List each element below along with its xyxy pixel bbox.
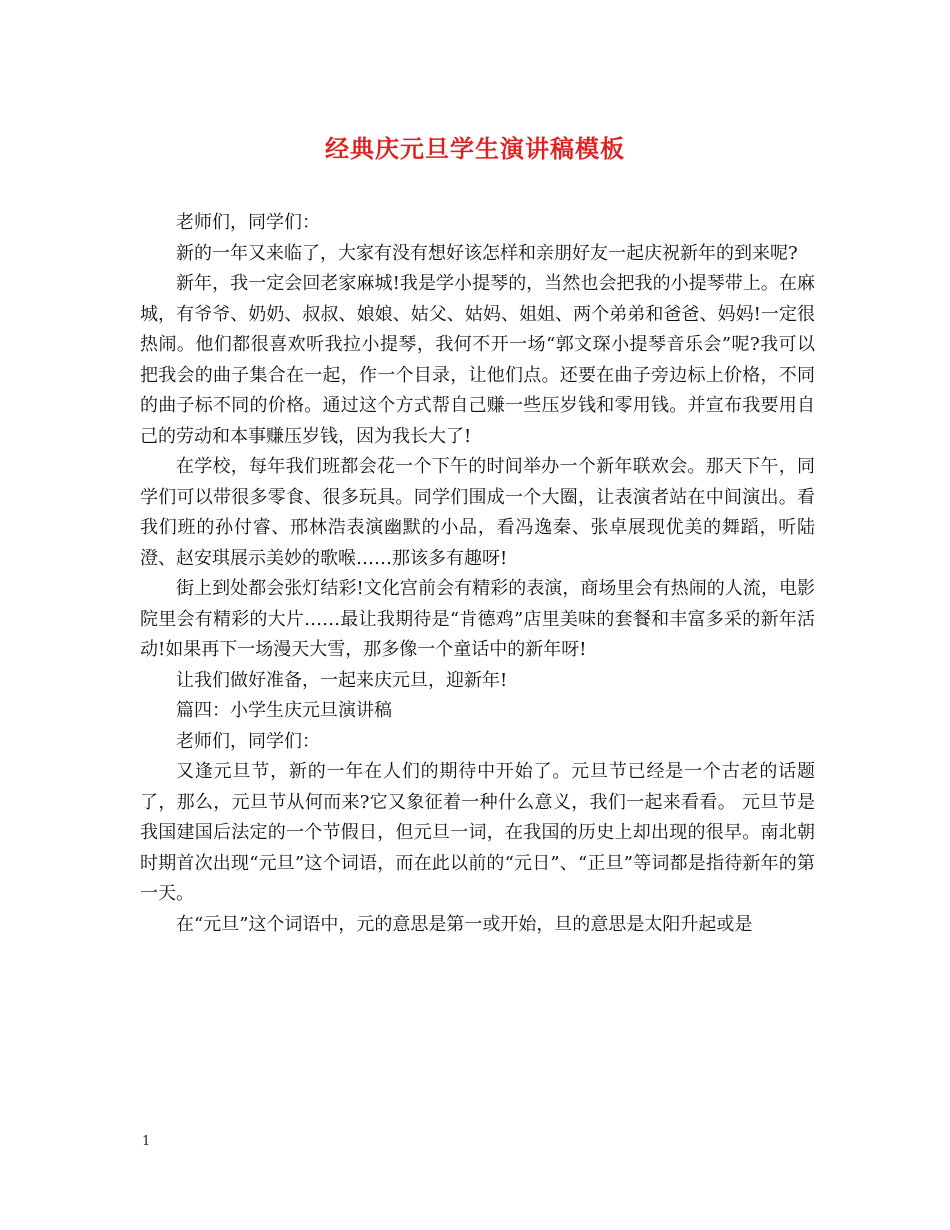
paragraph-greeting: 老师们，同学们： bbox=[176, 212, 320, 233]
paragraph-new-year-question: 新的一年又来临了，大家有没有想好该怎样和亲朋好友一起庆祝新年的到来呢? bbox=[176, 242, 798, 264]
paragraph-lets-prepare: 让我们做好准备，一起来庆元旦，迎新年! bbox=[176, 669, 508, 691]
page-number: 1 bbox=[142, 1134, 151, 1149]
paragraph-school-party: 在学校，每年我们班都会花一个下午的时间举办一个新年联欢会。那天下午，同学们可以带很多零食、很多玩具。同学们围成一个大圈，让表演者站在中间演出。看我们班的孙付睿、邢林浩表演幽默的小品，看冯逸秦、张卓展现优美的舞蹈，听陆澄、赵安琪展示美妙的歌喉……那该多有趣呀! bbox=[140, 456, 815, 569]
paragraph-yuandan-origin: 又逢元旦节，新的一年在人们的期待中开始了。元旦节已经是一个古老的话题了，那么，元旦节从何而来?它又象征着一种什么意义，我们一起来看看。 元旦节是我国建国后法定的一个节假日，但元旦一词，在我国的历史上却出现的很早。南北朝时期首次出现“元旦”这个词语，而在此以前的“元日”、“正旦”等词都是指待新年的第一天。 bbox=[140, 761, 815, 904]
paragraph-greeting-2: 老师们，同学们： bbox=[176, 730, 320, 752]
paragraph-street-festivities: 街上到处都会张灯结彩!文化宫前会有精彩的表演，商场里会有热闹的人流，电影院里会有精彩的大片……最让我期待是“肯德鸡”店里美味的套餐和丰富多采的新年活动!如果再下一场漫天大雪，那多像一个童话中的新年呀! bbox=[140, 578, 815, 660]
document-title: 经典庆元旦学生演讲稿模板 bbox=[325, 134, 625, 163]
paragraph-section-heading: 篇四：小学生庆元旦演讲稿 bbox=[176, 700, 392, 721]
document-body bbox=[140, 208, 815, 940]
paragraph-yuandan-meaning: 在“元旦”这个词语中，元的意思是第一或开始，旦的意思是太阳升起或是 bbox=[176, 913, 753, 935]
paragraph-macheng-violin: 新年，我一定会回老家麻城!我是学小提琴的，当然也会把我的小提琴带上。在麻城，有爷爷、奶奶、叔叔、娘娘、姑父、姑妈、姐姐、两个弟弟和爸爸、妈妈!一定很热闹。他们都很喜欢听我拉小提琴，我何不开一场“郭文琛小提琴音乐会”呢?我可以把我会的曲子集合在一起，作一个目录，让他们点。还要在曲子旁边标上价格，不同的曲子标不同的价格。通过这个方式帮自己赚一些压岁钱和零用钱。并宣布我要用自己的劳动和本事赚压岁钱，因为我长大了! bbox=[140, 273, 815, 447]
